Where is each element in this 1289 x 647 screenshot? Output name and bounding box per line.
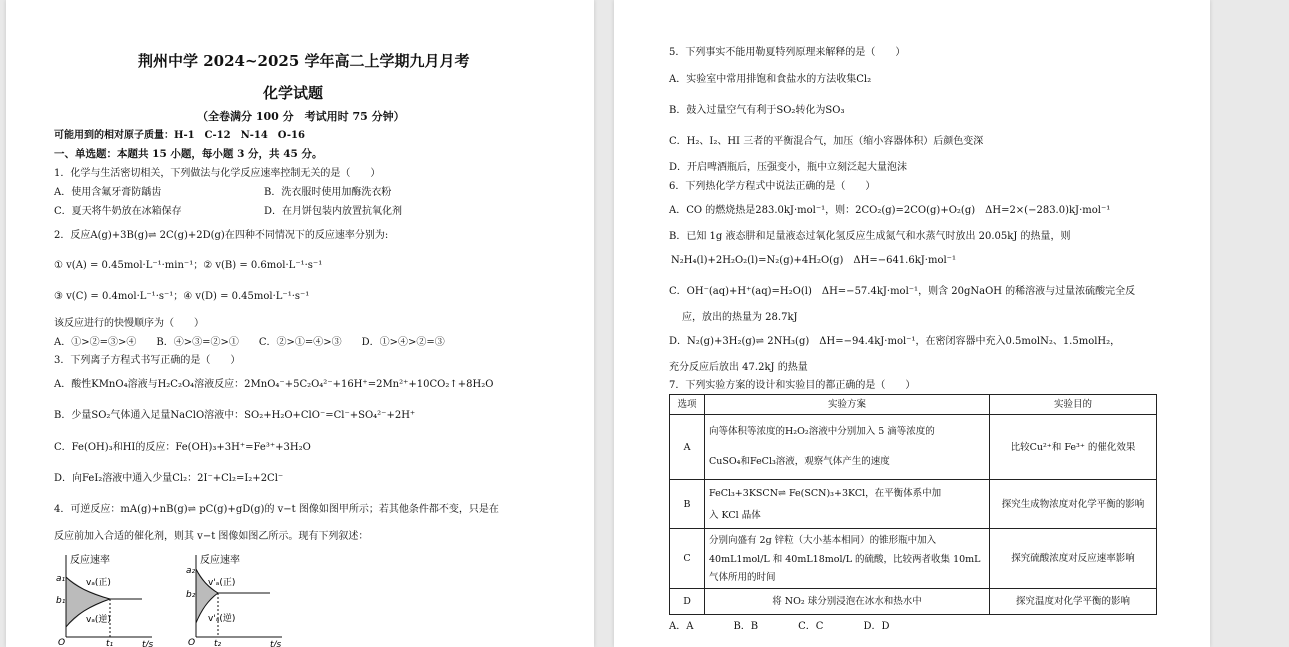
q7-row-a-plan <box>705 415 990 480</box>
q1-option-c: C．夏天将牛奶放在冰箱保存 <box>54 206 182 217</box>
q7-stem: 7．下列实验方案的设计和实验目的都正确的是（ ） <box>669 380 916 391</box>
q4-line-1: 4．可逆反应：mA(g)+nB(g)⇌ pC(g)+gD(g)的 v−t 图像如图甲所示；若其他条件都不变，只是在 <box>54 504 499 515</box>
q1-option-d: D．在月饼包装内放置抗氧化剂 <box>264 206 403 217</box>
graph-yi-ylabel: 反应速率 <box>200 555 240 566</box>
graph-yi-a: a₂ <box>186 566 196 576</box>
q7-row-a-plan-1: 向等体积等浓度的H₂O₂溶液中分别加入 5 滴等浓度的 <box>709 426 935 437</box>
graph-yi-fwd: v'ₐ(正) <box>208 578 236 588</box>
q7-header-goal: 实验目的 <box>990 395 1157 415</box>
q6-option-c-1: C．OH⁻(aq)+H⁺(aq)=H₂O(l) ΔH=−57.4kJ·mol⁻¹，则含 20gNaOH 的稀溶液与过量浓硫酸完全反 <box>669 286 1136 297</box>
q7-row-a-plan-2: CuSO₄和FeCl₃溶液，观察气体产生的速度 <box>709 456 890 467</box>
q6-option-b-2: N₂H₄(l)+2H₂O₂(l)=N₂(g)+4H₂O(g) ΔH=−641.6kJ·mol⁻¹ <box>671 255 956 266</box>
q3-option-a: A．酸性KMnO₄溶液与H₂C₂O₄溶液反应：2MnO₄⁻+5C₂O₄²⁻+16H⁺=2Mn²⁺+10CO₂↑+8H₂O <box>54 379 494 390</box>
graph-jia-ylabel: 反应速率 <box>70 555 110 566</box>
exam-title: 荆州中学 2024~2025 学年高二上学期九月月考 <box>138 52 470 70</box>
q2-rates-2: ③ v(C) = 0.4mol·L⁻¹·s⁻¹；④ v(D) = 0.45mol·L⁻¹·s⁻¹ <box>54 291 310 302</box>
atomic-mass: 可能用到的相对原子质量：H-1 C-12 N-14 O-16 <box>54 130 305 141</box>
q5-option-a: A．实验室中常用排饱和食盐水的方法收集Cl₂ <box>669 74 872 85</box>
q7-row-c-plan <box>705 529 990 589</box>
q2-stem <box>54 229 388 242</box>
q7-table <box>669 394 1157 615</box>
table-row <box>670 480 1157 529</box>
q2-options: A．①>②=③>④ B．④>③=②>① C．②>①=④>③ D．①>④>②=③ <box>54 337 445 348</box>
exam-subtitle: 化学试题 <box>263 84 324 102</box>
graph-jia-fwd: vₐ(正) <box>86 578 111 588</box>
graph-yi-b: b₂ <box>186 590 196 600</box>
q2-stem-b: 在四种不同情况下的反应速率分别为: <box>224 230 389 241</box>
graph-yi-origin: O <box>188 638 196 647</box>
q3-stem: 3．下列离子方程式书写正确的是（ ） <box>54 355 241 366</box>
graph-yi-xlabel: t/s <box>270 640 282 647</box>
q6-option-c-2: 应，放出的热量为 28.7kJ <box>682 312 798 323</box>
q7-row-d-option: D <box>670 589 705 615</box>
q2-equation: A(g)+3B(g)⇌ 2C(g)+2D(g) <box>90 230 225 241</box>
q5-option-b: B．鼓入过量空气有利于SO₂转化为SO₃ <box>669 105 845 116</box>
q7-row-b-goal: 探究生成物浓度对化学平衡的影响 <box>990 480 1157 529</box>
graph-yi-rev: v'ₐ(逆) <box>208 614 236 624</box>
q6-option-d-1: D．N₂(g)+3H₂(g)⇌ 2NH₃(g) ΔH=−94.4kJ·mol⁻¹，在密闭容器中充入0.5molN₂、1.5molH₂， <box>669 336 1121 347</box>
section-heading: 一、单选题：本题共 15 小题，每小题 3 分，共 45 分。 <box>54 148 323 160</box>
graph-jia-b: b₁ <box>56 596 66 606</box>
q7-header-option: 选项 <box>670 395 705 415</box>
q7-header-plan: 实验方案 <box>705 395 990 415</box>
q7-row-a-option: A <box>670 415 705 480</box>
graph-jia-rev: vₐ(逆) <box>86 615 111 625</box>
graph-jia-a: a₁ <box>56 574 66 584</box>
exam-page-left <box>6 0 594 647</box>
graph-yi-t: t₂ <box>214 639 222 647</box>
q5-option-c: C．H₂、I₂、HI 三者的平衡混合气，加压（缩小容器体积）后颜色变深 <box>669 136 984 147</box>
table-row <box>670 415 1157 480</box>
q6-option-b-1: B．已知 1g 液态肼和足量液态过氧化氢反应生成氮气和水蒸气时放出 20.05kJ 的热量，则 <box>669 231 1071 242</box>
q7-row-c-plan-2: 40mL1mol/L 和 40mL18mol/L 的硫酸，比较两者收集 10mL <box>709 554 981 565</box>
q7-row-b-plan-2: 入 KCl 晶体 <box>709 510 761 521</box>
graph-jia-t: t₁ <box>106 639 114 647</box>
q7-row-b-plan-1: FeCl₃+3KSCN⇌ Fe(SCN)₃+3KCl，在平衡体系中加 <box>709 488 942 499</box>
q2-rates-1: ① v(A) = 0.45mol·L⁻¹·min⁻¹；② v(B) = 0.6mol·L⁻¹·s⁻¹ <box>54 260 323 271</box>
q6-stem: 6．下列热化学方程式中说法正确的是（ ） <box>669 181 876 192</box>
graph-yi <box>184 551 289 647</box>
exam-page-right <box>614 0 1210 647</box>
q7-table-header <box>670 395 1157 415</box>
q7-row-a-goal: 比较Cu²⁺和 Fe³⁺ 的催化效果 <box>990 415 1157 480</box>
table-row <box>670 529 1157 589</box>
q7-row-d-plan: 将 NO₂ 球分别浸泡在冰水和热水中 <box>705 589 990 615</box>
q2-ask: 该反应进行的快慢顺序为（ ） <box>54 318 204 329</box>
q7-row-c-plan-3: 气体所用的时间 <box>709 572 776 583</box>
q7-row-b-option: B <box>670 480 705 529</box>
q7-row-c-option: C <box>670 529 705 589</box>
q7-row-b-plan <box>705 480 990 529</box>
q7-row-d-goal: 探究温度对化学平衡的影响 <box>990 589 1157 615</box>
q1-stem: 1．化学与生活密切相关，下列做法与化学反应速率控制无关的是（ ） <box>54 168 381 179</box>
graph-jia <box>54 551 159 647</box>
q5-stem: 5．下列事实不能用勒夏特列原理来解释的是（ ） <box>669 47 906 58</box>
q1-option-a: A．使用含氟牙膏防龋齿 <box>54 187 162 198</box>
q6-option-d-2: 充分反应后放出 47.2kJ 的热量 <box>669 362 808 373</box>
q1-option-b: B．洗衣服时使用加酶洗衣粉 <box>264 187 392 198</box>
q7-row-c-goal: 探究硫酸浓度对反应速率影响 <box>990 529 1157 589</box>
q4-line-2: 反应前加入合适的催化剂，则其 v−t 图像如图乙所示。现有下列叙述： <box>54 531 369 542</box>
q5-option-d: D．开启啤酒瓶后，压强变小，瓶中立刻泛起大量泡沫 <box>669 162 908 173</box>
q2-stem-a: 2．反应 <box>54 230 91 241</box>
exam-info: （全卷满分 100 分 考试用时 75 分钟） <box>197 110 405 123</box>
graph-jia-xlabel: t/s <box>142 640 154 647</box>
table-row <box>670 589 1157 615</box>
graph-jia-origin: O <box>58 638 66 647</box>
q6-option-a: A．CO 的燃烧热是283.0kJ·mol⁻¹，则：2CO₂(g)=2CO(g)+O₂(g) ΔH=2×(−283.0)kJ·mol⁻¹ <box>669 205 1111 216</box>
q7-options: A．A B．B C．C D．D <box>669 621 890 632</box>
q7-row-c-plan-1: 分别向盛有 2g 锌粒（大小基本相同）的锥形瓶中加入 <box>709 535 937 546</box>
q3-option-c: C．Fe(OH)₃和HI的反应：Fe(OH)₃+3H⁺=Fe³⁺+3H₂O <box>54 442 311 453</box>
q3-option-b: B．少量SO₂气体通入足量NaClO溶液中：SO₂+H₂O+ClO⁻=Cl⁻+SO₄²⁻+2H⁺ <box>54 410 416 421</box>
q3-option-d: D．向FeI₂溶液中通入少量Cl₂：2I⁻+Cl₂=I₂+2Cl⁻ <box>54 473 284 484</box>
